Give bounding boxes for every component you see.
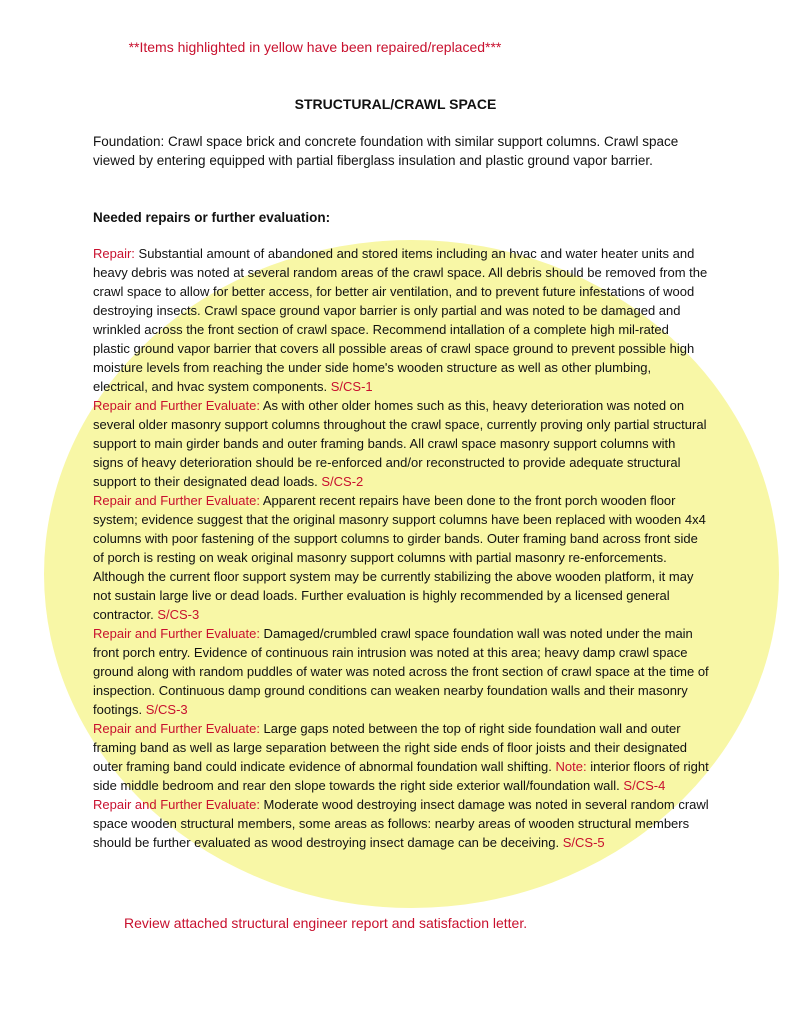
repair-items-list bbox=[93, 244, 709, 852]
item-code: S/CS-3 bbox=[157, 607, 200, 622]
item-code: S/CS-5 bbox=[562, 835, 605, 850]
foundation-description: Foundation: Crawl space brick and concrete foundation with similar support columns. Crawl space viewed by entering equipped with partial fiberglass insulation and plastic ground vapor barrier. bbox=[93, 134, 679, 168]
item-text: Moderate wood destroying insect damage was noted in several random crawl space wooden structural members, some areas as follows: nearby areas of wooden structural members should be further evaluated as wood destroying insect damage can be deceiving. bbox=[93, 797, 709, 850]
repairs-subheading: Needed repairs or further evaluation: bbox=[93, 210, 331, 225]
item-code: S/CS-2 bbox=[321, 474, 364, 489]
item-label: Repair and Further Evaluate: bbox=[93, 721, 260, 736]
item-code: S/CS-1 bbox=[330, 379, 373, 394]
item-code: S/CS-4 bbox=[623, 778, 666, 793]
repair-item bbox=[93, 719, 709, 795]
repair-item bbox=[93, 795, 709, 852]
repair-item bbox=[93, 624, 709, 719]
item-label: Repair: bbox=[93, 246, 135, 261]
item-text: Large gaps noted between the top of right side foundation wall and outer framing band as well as large separation between the right side ends of floor joists and their designated outer framing band could indicate evidence of abnormal foundation wall shifting. bbox=[93, 721, 688, 774]
repair-item bbox=[93, 244, 709, 396]
repair-item bbox=[93, 491, 709, 624]
item-label: Repair and Further Evaluate: bbox=[93, 797, 260, 812]
item-label: Repair and Further Evaluate: bbox=[93, 626, 260, 641]
item-code: S/CS-3 bbox=[145, 702, 188, 717]
item-label: Repair and Further Evaluate: bbox=[93, 398, 260, 413]
item-note-label: Note: bbox=[555, 759, 587, 774]
item-text: As with other older homes such as this, heavy deterioration was noted on several older masonry support columns throughout the crawl space, currently proving only partial structural support to main girder bands and outer framing bands. All crawl space masonry support columns with signs of heavy deterioration should be re-enforced and/or reconstructed to provide adequate structural support to their designated dead loads. bbox=[93, 398, 707, 489]
item-text: Apparent recent repairs have been done to the front porch wooden floor system; evidence suggest that the original masonry support columns have been replaced with wooden 4x4 columns with poor fastening of the support columns to girder bands. Outer framing band across front side of porch is resting on weak original masonry support columns with partial masonry re-enforcements. Although the current floor support system may be currently stabilizing the above wooden platform, it may not sustain large live or dead loads. Further evaluation is highly recommended by a licensed general contractor. bbox=[93, 493, 706, 622]
item-note-text: interior floors of right side middle bedroom and rear den slope towards the right side exterior wall/foundation wall. bbox=[93, 759, 709, 793]
repair-item bbox=[93, 396, 709, 491]
highlight-legend-note: **Items highlighted in yellow have been repaired/replaced*** bbox=[128, 39, 502, 55]
engineer-report-note: Review attached structural engineer report and satisfaction letter. bbox=[124, 915, 528, 931]
item-label: Repair and Further Evaluate: bbox=[93, 493, 260, 508]
item-text: Substantial amount of abandoned and stored items including an hvac and water heater units and heavy debris was noted at several random areas of the crawl space. All debris should be removed from the crawl space to allow for better access, for better air ventilation, and to prevent future infestations of wood destroying insects. Crawl space ground vapor barrier is only partial and was noted to be damaged and wrinkled across the front section of crawl space. Recommend intallation of a complete high mil-rated plastic ground vapor barrier that covers all possible areas of crawl space ground to prevent possible high moisture levels from reaching the under side home's wooden structure as well as other plumbing, electrical, and hvac system components. bbox=[93, 246, 708, 394]
section-title: STRUCTURAL/CRAWL SPACE bbox=[294, 96, 497, 112]
item-text: Damaged/crumbled crawl space foundation wall was noted under the main front porch entry. Evidence of continuous rain intrusion was noted at this area; heavy damp crawl space ground along with random puddles of water was noted across the front section of crawl space at the time of inspection. Continuous damp ground conditions can weaken nearby foundation walls and their masonry footings. bbox=[93, 626, 709, 717]
